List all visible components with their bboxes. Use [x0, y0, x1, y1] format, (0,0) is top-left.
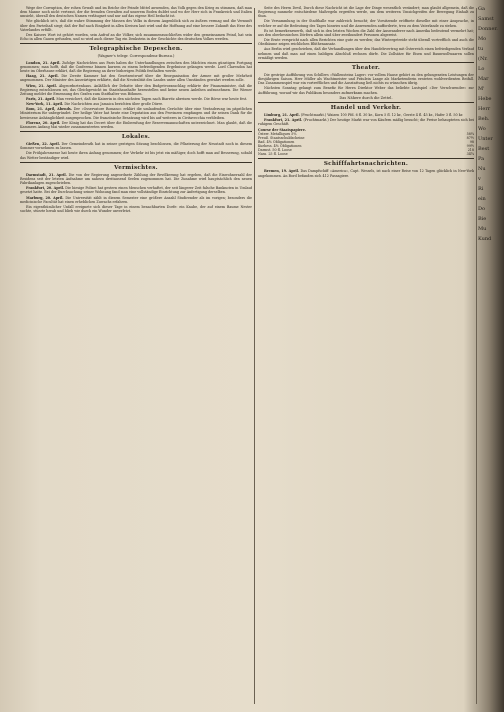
item-text: (Fruchtmarkt.) Waizen 100 Pfd. 6 fl. 30 kr., Korn 5 fl. 12 kr., Gerste 4 fl. 45 kr., Hafer 3 fl. 50 kr.	[300, 113, 464, 118]
column-divider	[254, 8, 255, 704]
news-item	[20, 186, 252, 194]
dateline: Rom, 21. April, Abends.	[26, 107, 74, 112]
item-text: Der »Osservatore Romano« erklärt die umlaufenden Gerüchte über eine Veränderung im päpstlichen Ministerium für unbegründet. Der heilige Vater hat heute eine Deputation aus den Provinzen empfangen und ihr seinen Dank für die bewiesene Anhänglichkeit ausgesprochen. Die französische Besatzung wird bis auf weiteres in Civitavecchia verbleiben.	[20, 107, 252, 120]
item-text: Ein eigenthümlicher Unfall ereignete sich dieser Tage in einem benachbarten Dorfe: ein Knabe, der auf einem Baume Nester suchte, stürzte herab und blieb wie durch ein Wunder unverletzt.	[20, 204, 252, 213]
security-name: Bad. 4% Obligationen	[258, 139, 295, 144]
trade-title: Handel und Verkehr.	[330, 105, 402, 112]
local-items	[20, 142, 252, 160]
item-text: Die Zweite Kammer hat den Gesetzentwurf über die Reorganisation der Armee mit großer Mehrheit angenommen. Der Minister des Auswärtigen erklärte, daß die Neutralität des Landes unter allen Umständen gewahrt werden solle.	[20, 74, 252, 83]
paragraph: Wege der Corruption, der rohen Gewalt und im Reiche der Feinde Mittel anwenden, das Volk gegen den Krieg zu stimmen, daß man dem Manne noch nicht vertraut, der die fremden Gewalten auf unserem Boden duldet und wo der Herr sich in Frankreich und Italien umsieht, überall den deutschen Namen verläugnet und nur auf das eigene Heil bedacht ist.	[20, 6, 252, 19]
theater-items	[258, 73, 474, 95]
item-text: Die Nachrichten aus Jamaica berichten über große Dürre.	[64, 102, 164, 107]
edge-fragments	[478, 6, 504, 242]
edge-fragment: Best	[478, 146, 490, 152]
paragraph: Aus Berlin wird geschrieben, daß die Verhandlungen über den Handelsvertrag mit Österreich einen befriedigenden Verlauf nehmen und daß man auf einen baldigen Abschluß rechnen dürfe. Die Zollsätze für Eisen und Baumwollwaaren sollen ermäßigt werden.	[258, 47, 474, 60]
paragraph: Die Ernte verspricht nach allen Berichten eine gute zu werden; das Wintergetreide steht überall vortrefflich und auch die Obstbäume zeigen reichlichen Blüthenansatz.	[258, 38, 474, 47]
security-name: Preuß. Staatsschuldscheine	[258, 135, 305, 140]
edge-fragment: Unter	[478, 136, 493, 142]
edge-fragment: v	[478, 176, 481, 182]
paragraph: Des Kaisers Wort ist gehört worden, sein Aufruf an die Völker, sich zusammenzuschließen wider den gemeinsamen Feind, hat sein Echo in allen Gauen gefunden, und so wird auch dieser Tag ein Denkstein in der Geschichte des deutschen Volkes werden.	[20, 32, 252, 42]
news-item	[20, 97, 252, 101]
item-text: Die hiesige Polizei hat gestern einen Menschen verhaftet, der seit längerer Zeit falsche Banknoten in Umlauf gesetzt hatte. Bei der Durchsuchung seiner Wohnung fand man eine vollständige Einrichtung zur Anfertigung derselben.	[20, 186, 252, 195]
item-text: Der Gemeinderath hat in seiner gestrigen Sitzung beschlossen, die Pflasterung der Neustadt noch in diesem Sommer vornehmen zu lassen.	[20, 142, 252, 151]
edge-fragment: Lo	[478, 66, 485, 72]
telegraph-items	[20, 61, 252, 129]
edge-fragment: Samst	[478, 16, 494, 22]
section-rule	[258, 102, 474, 103]
paragraph: Wie glücklich ist's, daß die wahre Stimmung der Massen des Volks in diesem Augenblick sich zu äußern vermag und die Vernunft über den Parteihaß siegt; daß der Ruf nach Einigkeit in allen Kreisen laut wird und die Hoffnung auf eine bessere Zukunft das Herz des Vaterlandes erfüllt.	[20, 19, 252, 32]
dateline: Frankfurt, 20. April.	[26, 186, 66, 191]
item-text: Das Dampfschiff »America«, Capt. Wessels, ist nach einer Reise von 12 Tagen glücklich in New-York angekommen. An Bord befanden sich 412 Passagiere.	[258, 169, 474, 178]
edge-fragment: Pa	[478, 156, 485, 162]
edge-fragment: Mar	[478, 76, 489, 82]
section-rule	[20, 43, 252, 44]
dateline: Bremen, 19. April.	[264, 169, 301, 174]
dateline: New-York, 11. April.	[26, 102, 65, 107]
dateline: Marburg, 20. April.	[26, 195, 66, 200]
edge-fragment: Kund	[478, 236, 492, 242]
news-item	[20, 102, 252, 106]
edge-fragment: Hebe	[478, 96, 492, 102]
item-text: Man versichert, daß die Kaiserin in den nächsten Tagen nach Biarritz abreisen werde. Die Börse war heute fest.	[56, 97, 248, 101]
news-item	[20, 173, 252, 185]
news-item	[258, 86, 474, 94]
dateline: Haag, 21. April.	[26, 74, 62, 79]
edge-fragment: Mu	[478, 226, 487, 232]
right-intro	[258, 6, 474, 60]
edge-fragment: (Nr.	[478, 56, 488, 62]
news-item	[20, 74, 252, 82]
news-item	[20, 107, 252, 119]
item-text: Zufolge Nachrichten aus Paris haben die Unterhandlungen zwischen den Mächten einen günstigen Fortgang genommen; man hofft, daß die Conferenz binnen kurzem zu einem befriedigenden Ergebnisse gelangen werde. Lord Clarendon hat heute im Oberhause erklärt, daß die Regierung an ihrer bisherigen Politik festhalten werde.	[20, 60, 252, 74]
dateline: Florenz, 20. April.	[26, 120, 62, 125]
theater-signature: Das Nähere durch die Zettel.	[339, 95, 393, 100]
price-row	[258, 152, 474, 156]
edge-fragment: Ga	[478, 6, 485, 12]
edge-fragment: Herr	[478, 106, 491, 112]
item-text: Die Universität zählt in diesem Semester eine größere Anzahl Studirender als im vorigen; besonders die medicinische Facultät hat einen erheblichen Zuwachs erfahren.	[20, 195, 252, 204]
item-text: (Fruchtmarkt.) Der heutige Markt war von Käufern mäßig besucht; die Preise behaupteten sich bei ruhigem Geschäft.	[258, 118, 474, 127]
price-table-title: Course der Staatspapiere.	[258, 127, 306, 132]
news-item	[258, 113, 474, 117]
theater-title: Theater.	[351, 64, 381, 71]
section-rule	[20, 131, 252, 132]
column-divider	[476, 8, 477, 704]
news-item	[20, 205, 252, 213]
security-name: Österr. Metalliques 5%	[258, 131, 297, 136]
item-text: Die Frühjahrsmesse hat heute ihren Anfang genommen; der Verkehr ist bis jetzt ein mäßiger, doch hofft man auf Besserung, sobald das Wetter beständiger wird.	[20, 151, 252, 160]
edge-fragment: Donner.	[478, 26, 498, 32]
left-column	[20, 6, 252, 706]
misc-title: Vermischtes.	[114, 164, 158, 171]
paragraph: Die Versammlung in der Stadthalle war zahlreich besucht; der Vorsitzende eröffnete dieselbe mit einer Ansprache, in welcher er auf die Bedeutung des Tages hinwies und die Anwesenden aufforderte, treu zu dem Vaterlande zu stehen.	[258, 19, 474, 28]
dateline: Paris, 21. April.	[26, 97, 57, 101]
security-price: 99½	[466, 144, 474, 149]
left-intro	[20, 6, 252, 41]
right-column	[258, 6, 474, 706]
security-name: Nass. 25 fl. Loose	[258, 152, 288, 157]
misc-items	[20, 173, 252, 213]
shipping-title: Schifffahrtsnachrichten.	[323, 161, 409, 168]
edge-fragment: Wo	[478, 126, 486, 132]
edge-fragment: Bie	[478, 216, 487, 222]
telegraph-title: Telegraphische Depeschen.	[89, 46, 183, 53]
shipping-items	[258, 169, 474, 177]
paragraph: Seite des Herrn Devil, Durch diese Nachricht ist die Lage der Dinge wesentlich verändert; man glaubt allgemein, daß die Regierung nunmehr entschiedene Maßregeln ergreifen werde, um dem weiteren Umsichgreifen der Bewegung Einhalt zu thun.	[258, 6, 474, 19]
news-item	[258, 118, 474, 126]
edge-fragment: ein	[478, 196, 486, 202]
security-name: Darmst. 50 fl. Loose	[258, 148, 292, 153]
security-price: 218	[467, 148, 474, 153]
security-price: 58¼	[466, 131, 474, 136]
security-name: Kurhess. 4% Obligationen	[258, 144, 302, 149]
item-text: Die gestrige Aufführung von Schillers »Wallensteins Lager« vor vollem Hause gehört zu den gelungensten Leistungen der diesjährigen Saison. Herr Müller als Wachtmeister und Fräulein Lange als Marketenderin ernteten wohlverdienten Beifall. Das Zusammenspiel war ein vortreffliches und die Ausstattung ließ nichts zu wünschen übrig.	[258, 72, 474, 86]
security-price: 98	[469, 139, 474, 144]
dateline: Darmstadt, 21. April.	[26, 172, 69, 177]
section-rule	[258, 62, 474, 63]
dateline: Wien, 21. April.	[26, 83, 59, 88]
section-rule	[258, 158, 474, 159]
edge-fragment: Ri	[478, 186, 484, 192]
news-item	[20, 142, 252, 150]
news-item	[258, 73, 474, 85]
edge-column	[478, 6, 504, 706]
security-price: 34¾	[466, 152, 474, 157]
dateline: London, 21. April.	[26, 60, 63, 65]
security-price: 87½	[466, 135, 474, 140]
news-item	[20, 121, 252, 129]
news-item	[20, 61, 252, 73]
edge-fragment: Do	[478, 206, 486, 212]
item-text: Abgeordnetenhaus. Anläßlich der Debatte über den Budgetvoranschlag erklärte der Finanzminister, daß die Regierung entschlossen sei, das Gleichgewicht im Staatshaushalte herzustellen und keine neuen Anleihen aufzunehmen. Die Wiener Zeitung meldet die Ernennung des Grafen zum Statthalter von Böhmen.	[20, 83, 252, 96]
edge-fragment: Nu	[478, 166, 486, 172]
news-item	[258, 169, 474, 177]
paragraph: Es ist bemerkenswerth, daß sich in den letzten Wochen die Zahl der Auswanderer nach Amerika bedeutend vermehrt hat; aus den oberhessischen Dörfern allein sind über zweihundert Personen abgereist.	[258, 28, 474, 37]
edge-fragment: Mo	[478, 36, 487, 42]
edge-fragment: tu	[478, 46, 484, 52]
news-item	[20, 196, 252, 204]
local-title: Lokales.	[121, 134, 151, 141]
trade-items	[258, 113, 474, 126]
section-rule	[20, 162, 252, 163]
edge-fragment: Beh.	[478, 116, 490, 122]
dateline: Gießen, 22. April.	[26, 142, 62, 147]
price-table	[258, 132, 474, 157]
news-item	[20, 84, 252, 96]
item-text: Die von der Regierung angeordnete Zählung der Bevölkerung hat ergeben, daß die Einwohnerzahl der Residenz seit der letzten Aufnahme um nahezu dreitausend Seelen zugenommen hat. Die Zunahme wird hauptsächlich den neuen Fabrikanlagen zugeschrieben.	[20, 172, 252, 186]
dateline: Limburg, 21. April.	[264, 113, 301, 118]
dateline: Frankfurt, 21. April.	[264, 118, 304, 123]
item-text: Der König hat das Decret über die Einberufung der Reservemannschaften unterzeichnet. Man glaubt, daß die Kammern Anfang Mai wieder zusammentreten werden.	[20, 120, 252, 129]
news-item	[20, 151, 252, 159]
item-text: Nächsten Sonntag gelangt zum Benefiz für Herrn Direktor Weber das beliebte Lustspiel »Der Verschwender« zur Aufführung, worauf wir das Publikum besonders aufmerksam machen.	[258, 86, 474, 95]
edge-fragment: M'	[478, 86, 485, 92]
telegraph-subtitle: (Wagner's telegr. Correspondenz-Bureau.)	[97, 54, 175, 59]
